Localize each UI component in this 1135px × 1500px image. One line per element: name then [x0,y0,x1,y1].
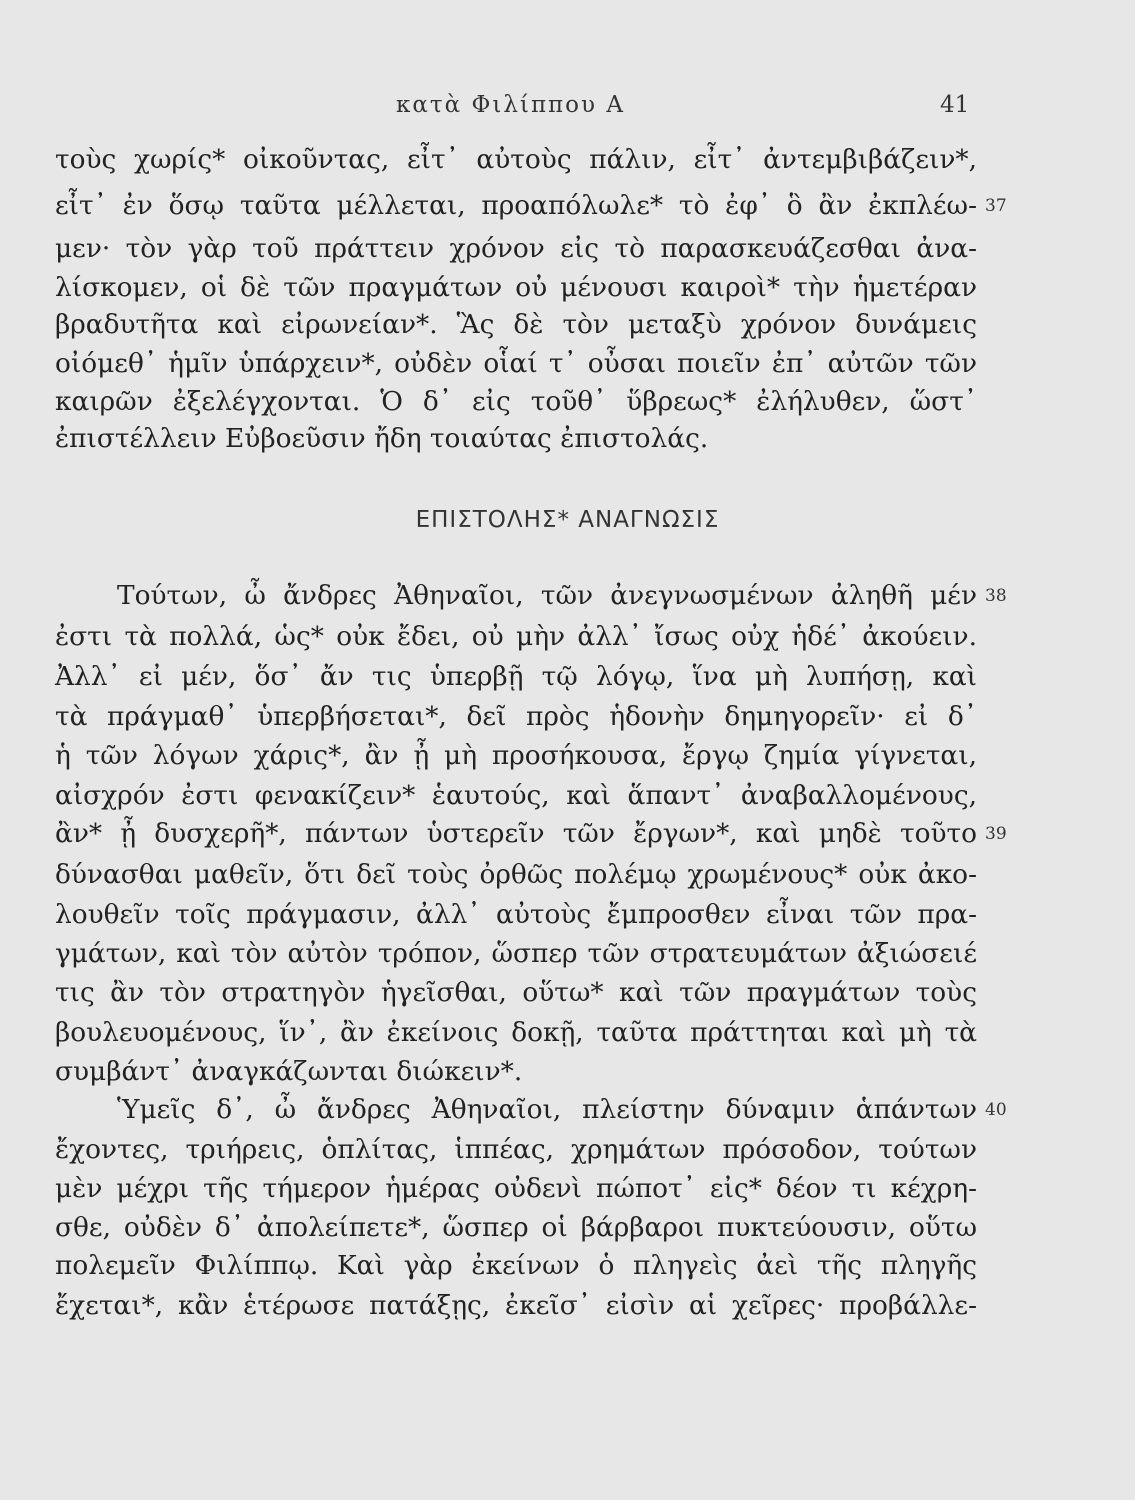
text-line: καιρῶν ἐξελέγχονται. Ὁ δ᾽ εἰς τοῦθ᾽ ὕβρεως* ἐλήλυθεν, ὥστ᾽ [55,386,977,417]
text-line: Τούτων, ὦ ἄνδρες Ἀθηναῖοι, τῶν ἀνεγνωσμένων ἀληθῆ μέν [117,580,977,611]
text-line: ἔχεται*, κἂν ἑτέρωσε πατάξῃς, ἐκεῖσ᾽ εἰσὶν αἱ χεῖρες· προβάλλε- [55,1290,977,1321]
text-line: ἐπιστέλλειν Εὐβοεῦσιν ἤδη τοιαύτας ἐπιστολάς. [55,423,709,454]
text-line: συμβάντ᾽ ἀναγκάζωνται διώκειν*. [55,1056,523,1087]
text-line: ἐστι τὰ πολλά, ὡς* οὐκ ἔδει, οὐ μὴν ἀλλ᾽ ἴσως οὐχ ἡδέ᾽ ἀκούειν. [55,621,977,652]
text-line: βραδυτῆτα καὶ εἰρωνείαν*. Ἃς δὲ τὸν μεταξὺ χρόνον δυνάμεις [55,309,977,340]
text-line: λίσκομεν, οἱ δὲ τῶν πραγμάτων οὐ μένουσι καιροὶ* τὴν ἡμετέραν [55,272,977,303]
text-line: σθε, οὐδὲν δ᾽ ἀπολείπετε*, ὥσπερ οἱ βάρβαροι πυκτεύουσιν, οὕτω [55,1212,977,1243]
text-line: πολεμεῖν Φιλίππῳ. Καὶ γὰρ ἐκείνων ὁ πληγεὶς ἀεὶ τῆς πληγῆς [55,1250,977,1281]
section-number: 37 [985,196,1007,216]
text-line: μεν· τὸν γὰρ τοῦ πράττειν χρόνον εἰς τὸ παρασκευάζεσθαι ἀνα- [55,233,977,264]
text-line: ἔχοντες, τριήρεις, ὁπλίτας, ἱππέας, χρημάτων πρόσοδον, τούτων [55,1134,977,1165]
text-line: μὲν μέχρι τῆς τήμερον ἡμέρας οὐδενὶ πώποτ᾽ εἰς* δέον τι κέχρη- [55,1173,977,1204]
text-line: ἡ τῶν λόγων χάρις*, ἂν ᾖ μὴ προσήκουσα, ἔργῳ ζημία γίγνεται, [55,740,977,771]
text-line: βουλευομένους, ἵν᾽, ἂν ἐκείνοις δοκῇ, ταῦτα πράττηται καὶ μὴ τὰ [55,1017,977,1048]
text-line: τὰ πράγμαθ᾽ ὑπερβήσεται*, δεῖ πρὸς ἡδονὴν δημηγορεῖν· εἰ δ᾽ [55,701,977,732]
text-line: αἰσχρόν ἐστι φενακίζειν* ἑαυτούς, καὶ ἅπαντ᾽ ἀναβαλλομένους, [55,780,977,811]
text-line: γμάτων, καὶ τὸν αὐτὸν τρόπον, ὥσπερ τῶν στρατευμάτων ἀξιώσειέ [55,938,977,969]
text-line: τοὺς χωρίς* οἰκοῦντας, εἶτ᾽ αὐτοὺς πάλιν, εἶτ᾽ ἀντεμβιβάζειν*, [55,144,977,175]
text-line: δύνασθαι μαθεῖν, ὅτι δεῖ τοὺς ὀρθῶς πολέμῳ χρωμένους* οὐκ ἀκο- [55,859,977,890]
section-number: 38 [985,586,1007,606]
text-line: τις ἂν τὸν στρατηγὸν ἡγεῖσθαι, οὕτω* καὶ τῶν πραγμάτων τοὺς [55,977,977,1008]
text-line: λουθεῖν τοῖς πράγμασιν, ἀλλ᾽ αὐτοὺς ἔμπροσθεν εἶναι τῶν πρα- [55,899,977,930]
section-heading: ΕΠΙΣΤΟΛΗΣ* ΑΝΑΓΝΩΣΙΣ [415,507,720,533]
text-line: Ὑμεῖς δ᾽, ὦ ἄνδρες Ἀθηναῖοι, πλείστην δύναμιν ἁπάντων [117,1094,977,1125]
text-line: εἶτ᾽ ἐν ὅσῳ ταῦτα μέλλεται, προαπόλωλε* τὸ ἐφ᾽ ὃ ἂν ἐκπλέω- [55,190,977,221]
page-header [0,92,1135,122]
page-number: 41 [940,92,970,118]
section-number: 39 [985,824,1007,844]
text-line: οἰόμεθ᾽ ἡμῖν ὑπάρχειν*, οὐδὲν οἷαί τ᾽ οὖσαι ποιεῖν ἐπ᾽ αὐτῶν τῶν [55,348,977,379]
text-line: ἂν* ᾖ δυσχερῆ*, πάντων ὑστερεῖν τῶν ἔργων*, καὶ μηδὲ τοῦτο [55,818,977,849]
running-title: κατὰ Φιλίππου Α [396,92,625,118]
text-line: Ἀλλ᾽ εἰ μέν, ὅσ᾽ ἄν τις ὑπερβῇ τῷ λόγῳ, ἵνα μὴ λυπήσῃ, καὶ [55,661,977,692]
section-number: 40 [985,1100,1007,1120]
